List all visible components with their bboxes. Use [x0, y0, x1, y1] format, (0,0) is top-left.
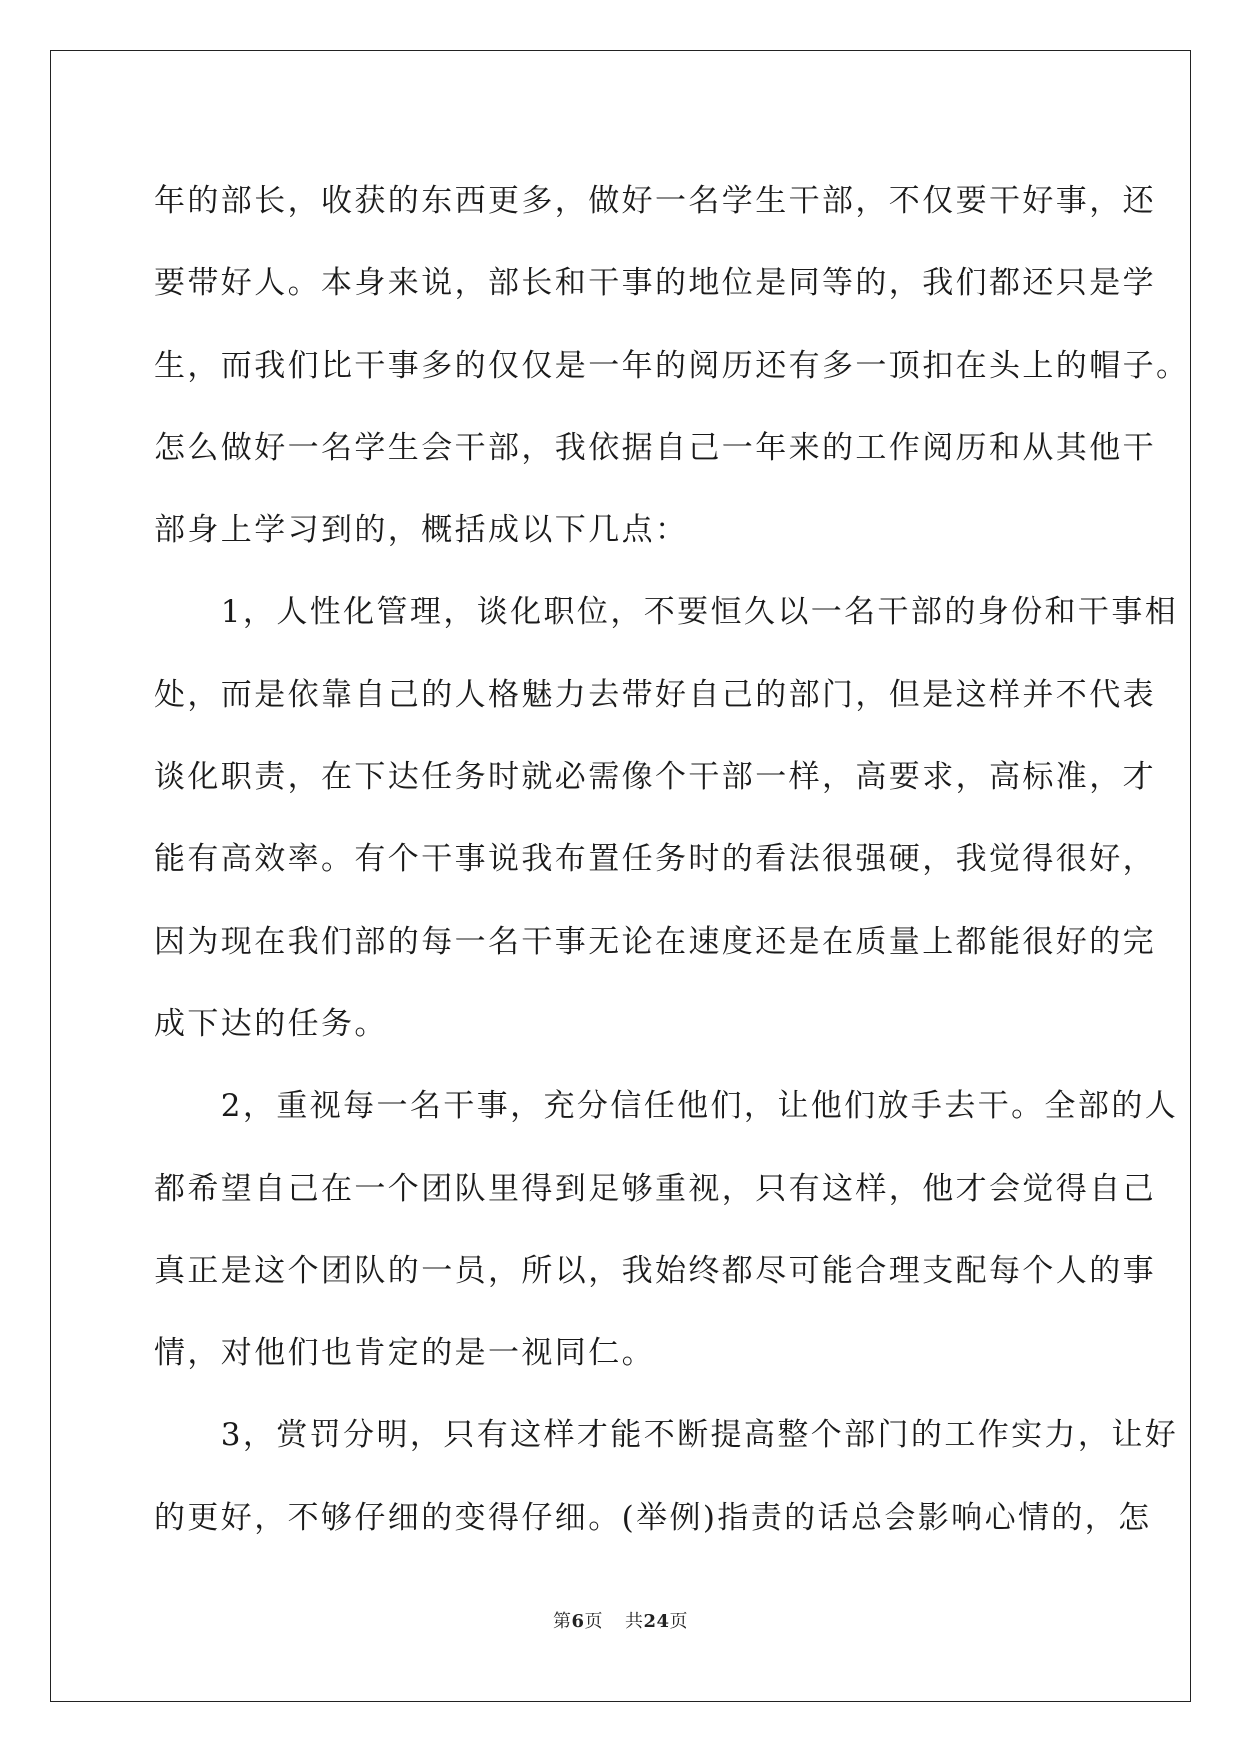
- footer-page-suffix: 页: [584, 1611, 603, 1632]
- text-line: 2，重视每一名干事，充分信任他们，让他们放手去干。全部的人: [154, 1088, 1179, 1125]
- text-line: 情，对他们也肯定的是一视同仁。: [154, 1335, 655, 1372]
- footer-prefix: 第: [552, 1611, 572, 1632]
- text-line: 成下达的任务。: [154, 1005, 388, 1042]
- text-line: 3，赏罚分明，只有这样才能不断提高整个部门的工作实力，让好: [154, 1417, 1179, 1454]
- document-body: [154, 160, 1190, 1559]
- text-line: 真正是这个团队的一员，所以，我始终都尽可能合理支配每个人的事: [154, 1252, 1156, 1289]
- page-footer: [0, 1607, 1241, 1633]
- total-page-count: 24: [643, 1611, 670, 1632]
- text-line: 生，而我们比干事多的仅仅是一年的阅历还有多一顶扣在头上的帽子。: [154, 347, 1190, 384]
- text-line: 年的部长，收获的东西更多，做好一名学生干部，不仅要干好事，还: [154, 183, 1156, 219]
- text-line: 都希望自己在一个团队里得到足够重视，只有这样，他才会觉得自己: [154, 1170, 1156, 1207]
- text-line: 的更好，不够仔细的变得仔细。(举例)指责的话总会影响心情的，怎: [154, 1499, 1152, 1536]
- text-line: 处，而是依靠自己的人格魅力去带好自己的部门，但是这样并不代表: [154, 676, 1156, 713]
- footer-total-suffix: 页: [669, 1611, 689, 1632]
- text-line: 谈化职责，在下达任务时就必需像个干部一样，高要求，高标准，才: [154, 759, 1156, 796]
- text-line: 1，人性化管理，谈化职位，不要恒久以一名干部的身份和干事相: [154, 594, 1179, 631]
- text-line: 因为现在我们部的每一名干事无论在速度还是在质量上都能很好的完: [154, 923, 1156, 960]
- text-line: 要带好人。本身来说，部长和干事的地位是同等的，我们都还只是学: [154, 265, 1156, 302]
- text-line: 怎么做好一名学生会干部，我依据自己一年来的工作阅历和从其他干: [154, 429, 1156, 466]
- current-page-number: 6: [571, 1611, 585, 1632]
- text-line: 部身上学习到的，概括成以下几点：: [154, 512, 689, 549]
- footer-total-prefix: 共: [624, 1611, 644, 1632]
- text-line: 能有高效率。有个干事说我布置任务时的看法很强硬，我觉得很好，: [154, 841, 1156, 878]
